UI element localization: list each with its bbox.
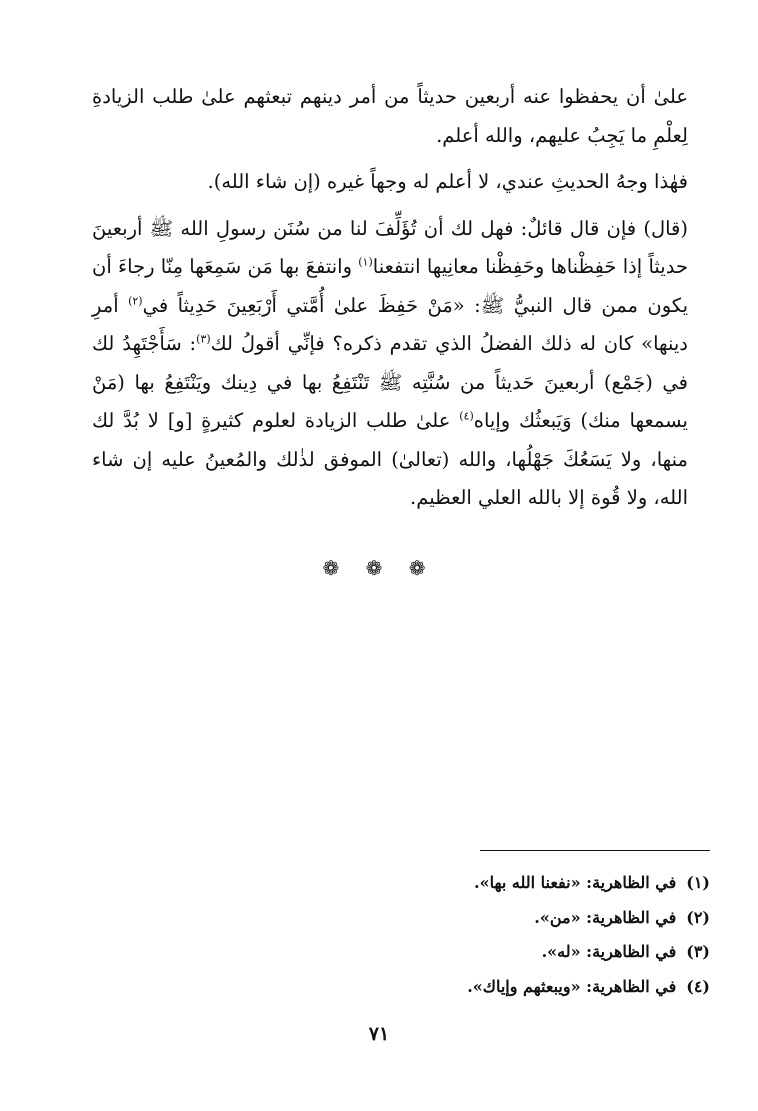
paragraph-2 bbox=[92, 163, 710, 202]
paragraph-3-text-c: أمرِ دينها» كان له ذلك الفضلُ الذي تقدم ذكره؟ فإنِّي أقولُ لك bbox=[92, 293, 688, 355]
footnote-number: (١) bbox=[686, 873, 710, 892]
footnote-4 bbox=[92, 970, 710, 1005]
footnote-number: (٣) bbox=[686, 942, 710, 961]
paragraph-1 bbox=[92, 78, 710, 155]
footnote-text: في الظاهرية: «له». bbox=[541, 942, 677, 961]
paragraph-2-text: فهٰذا وجهُ الحديثِ عندي، لا أعلم له وجهاً غيره (إن شاء الله). bbox=[207, 170, 688, 193]
footnote-ref-3: (٣) bbox=[196, 332, 211, 346]
footnote-2 bbox=[92, 901, 710, 936]
footnote-number: (٢) bbox=[686, 907, 710, 927]
paragraph-3-text-a: (قال) فإن قال قائلٌ: فهل لك أن تُؤَلِّفَ لنا من سُنَن رسولِ الله ﷺ أربعينَ حديثاً إذا حَفِظْناها وحَفِظْنا معانِيها انتفعنا bbox=[92, 216, 688, 278]
paragraph-1-text: علىٰ أن يحفظوا عنه أربعين حديثاً من أمر دينهم تبعثهم علىٰ طلب الزيادةِ لِعلْمِ ما يَجِبُ عليهم، والله أعلم. bbox=[92, 85, 688, 147]
flower-ornament-icon: ❁ bbox=[322, 556, 350, 580]
footnote-ref-4: (٤) bbox=[459, 409, 474, 423]
paragraph-3-text-b: وانتفعَ بها مَن سَمِعَها مِنّا رجاءَ أن يكون ممن قال النبيُّ ﷺ: «مَنْ حَفِظَ علىٰ أُمَّتي أَرْبَعِينَ حَدِيثاً في bbox=[92, 255, 688, 317]
footnote-ref-2: (٢) bbox=[128, 294, 143, 307]
footnote-separator bbox=[480, 850, 710, 851]
flower-ornament-icon: ❁ bbox=[408, 556, 436, 580]
footnote-text: في الظاهرية: «نفعنا الله بها». bbox=[474, 873, 677, 892]
footnote-number: (٤) bbox=[686, 976, 710, 996]
footnote-text: في الظاهرية: «من». bbox=[534, 907, 677, 927]
flower-ornament-icon: ❁ bbox=[365, 556, 393, 580]
footnote-3 bbox=[92, 935, 710, 970]
footnote-text: في الظاهرية: «ويبعثهم وإياك». bbox=[467, 976, 677, 996]
paragraph-3-text-d: : سَأَجْتَهِدُ لك في (جَمْع) أربعينَ حَديثاً من سُنَّتِه ﷺ تَنْتَفِعُ بها في دِينك ويَنْتَفِعُ بها (مَنْ يسمعها منك) وَيَبعثُك وإياه bbox=[92, 332, 688, 432]
footnote-1 bbox=[92, 866, 710, 901]
paragraph-3 bbox=[92, 210, 710, 518]
main-text bbox=[92, 78, 710, 518]
section-divider-ornament bbox=[0, 556, 758, 580]
paragraph-3-text-e: علىٰ طلب الزيادة لعلوم كثيرةٍ [و] لا بُدَّ لك منها، ولا يَسَعُكَ جَهْلُها، والله (تعالىٰ) الموفق لذٰلك والمُعينُ عليه إن شاء الله، ولا قُوة إلا بالله العلي العظيم. bbox=[92, 409, 688, 509]
footnote-ref-1: (١) bbox=[358, 255, 373, 269]
page-number: ٧١ bbox=[368, 1023, 390, 1045]
footnotes bbox=[92, 866, 710, 1004]
